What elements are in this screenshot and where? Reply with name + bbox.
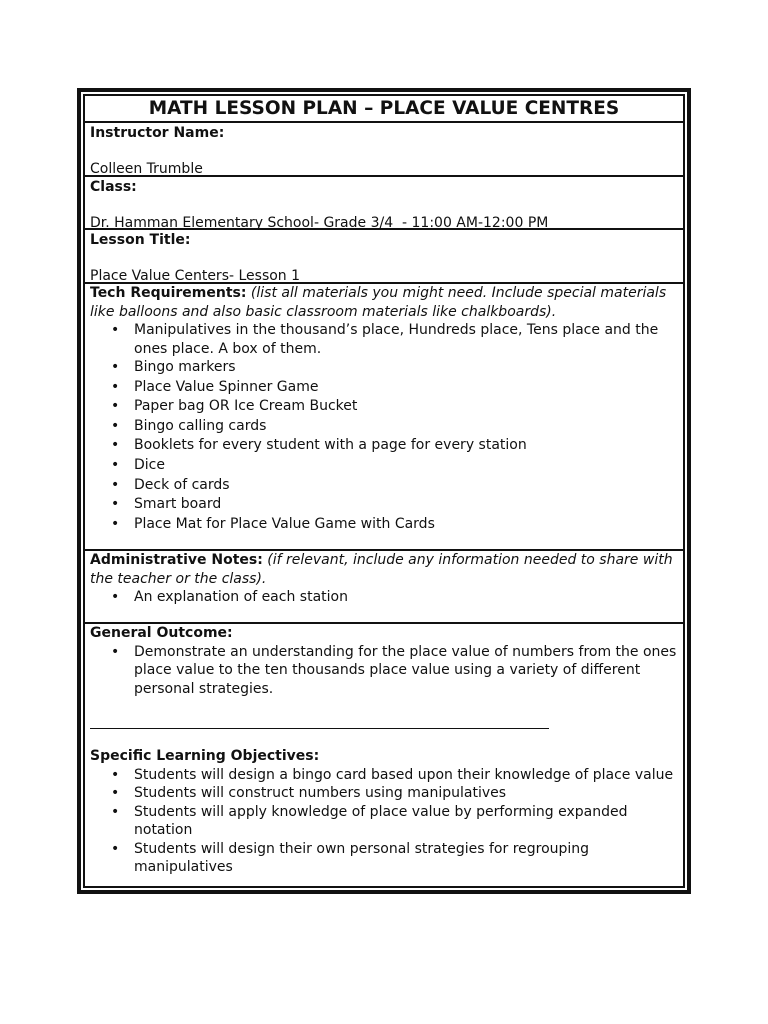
- bullet-icon: •: [111, 496, 120, 513]
- lesson-plan-table-inner: [83, 94, 685, 888]
- instructor-value: Colleen Trumble: [90, 160, 203, 177]
- tech-requirements-hint: (list all materials you might need. Include special materials like balloons and also basic classroom materials like chalkboards).: [90, 285, 667, 320]
- bullet-icon: •: [111, 643, 120, 660]
- bullet-icon: •: [111, 359, 120, 375]
- list-item: • An explanation of each station: [111, 589, 348, 605]
- tech-requirements-heading: [90, 284, 677, 321]
- bullet-icon: •: [111, 398, 120, 415]
- lesson-title-row: [85, 230, 683, 284]
- tech-requirements-list: [90, 321, 677, 534]
- bullet-icon: •: [111, 456, 120, 473]
- list-item: • Bingo markers: [90, 358, 677, 378]
- list-item: • Smart board: [90, 495, 677, 515]
- list-item: • Demonstrate an understanding for the place value of numbers from the ones place value to the ten thousands place value using a variety of different personal strategies.: [111, 643, 677, 697]
- class-label: Class:: [90, 179, 137, 195]
- instructor-row: [85, 123, 683, 177]
- list-item: • Place Mat for Place Value Game with Cards: [90, 515, 677, 535]
- bullet-icon: •: [111, 803, 120, 820]
- bullet-icon: •: [111, 322, 120, 338]
- list-item: • Students will apply knowledge of place value by performing expanded notation: [111, 803, 628, 838]
- list-item: • Deck of cards: [90, 476, 677, 496]
- title-row: [85, 96, 683, 123]
- lesson-title-label: Lesson Title:: [90, 232, 191, 248]
- bullet-icon: •: [111, 785, 120, 801]
- administrative-notes-list: [90, 588, 677, 607]
- tech-requirements-label: Tech Requirements:: [90, 285, 247, 301]
- bullet-icon: •: [111, 840, 120, 857]
- spacer: [90, 197, 677, 214]
- bullet-icon: •: [111, 476, 120, 493]
- class-value: Dr. Hamman Elementary School- Grade 3/4 - 11:00 AM-12:00 PM: [90, 214, 549, 231]
- list-item: • Paper bag OR Ice Cream Bucket: [90, 397, 677, 417]
- list-item: • Bingo calling cards: [90, 417, 677, 437]
- specific-objectives-list: [90, 766, 677, 877]
- tech-requirements-row: [85, 284, 683, 551]
- administrative-notes-heading: [90, 551, 677, 588]
- list-item: • Manipulatives in the thousand’s place, Hundreds place, Tens place and the ones place. A box of them.: [111, 322, 659, 357]
- list-item: • Students will design a bingo card based upon their knowledge of place value: [111, 766, 674, 783]
- spacer: [90, 143, 677, 160]
- bullet-icon: •: [111, 417, 120, 434]
- outcomes-row: [85, 624, 683, 894]
- spacer: [90, 250, 677, 267]
- list-item: • Place Value Spinner Game: [90, 378, 677, 398]
- lesson-plan-table: [77, 88, 691, 894]
- lesson-title-value: Place Value Centers- Lesson 1: [90, 267, 301, 284]
- list-item: • Dice: [90, 456, 677, 476]
- bullet-icon: •: [111, 766, 120, 783]
- bullet-icon: •: [111, 378, 120, 395]
- list-item: • Booklets for every student with a page for every station: [90, 436, 677, 456]
- bullet-icon: •: [111, 437, 120, 454]
- bullet-icon: •: [111, 515, 120, 532]
- class-row: [85, 177, 683, 230]
- specific-objectives-label: Specific Learning Objectives:: [90, 748, 320, 764]
- general-outcome-label: General Outcome:: [90, 625, 233, 641]
- instructor-label: Instructor Name:: [90, 125, 225, 141]
- horizontal-divider: [90, 728, 549, 729]
- list-item: • Students will construct numbers using manipulatives: [111, 785, 507, 801]
- list-item: • Students will design their own personal strategies for regrouping manipulatives: [111, 840, 590, 875]
- general-outcome-list: [90, 643, 677, 699]
- administrative-notes-label: Administrative Notes:: [90, 552, 263, 568]
- bullet-icon: •: [111, 589, 120, 605]
- administrative-notes-hint: (if relevant, include any information needed to share with the teacher or the class).: [90, 552, 673, 587]
- page-title: MATH LESSON PLAN – PLACE VALUE CENTRES: [148, 98, 620, 119]
- administrative-notes-row: [85, 551, 683, 624]
